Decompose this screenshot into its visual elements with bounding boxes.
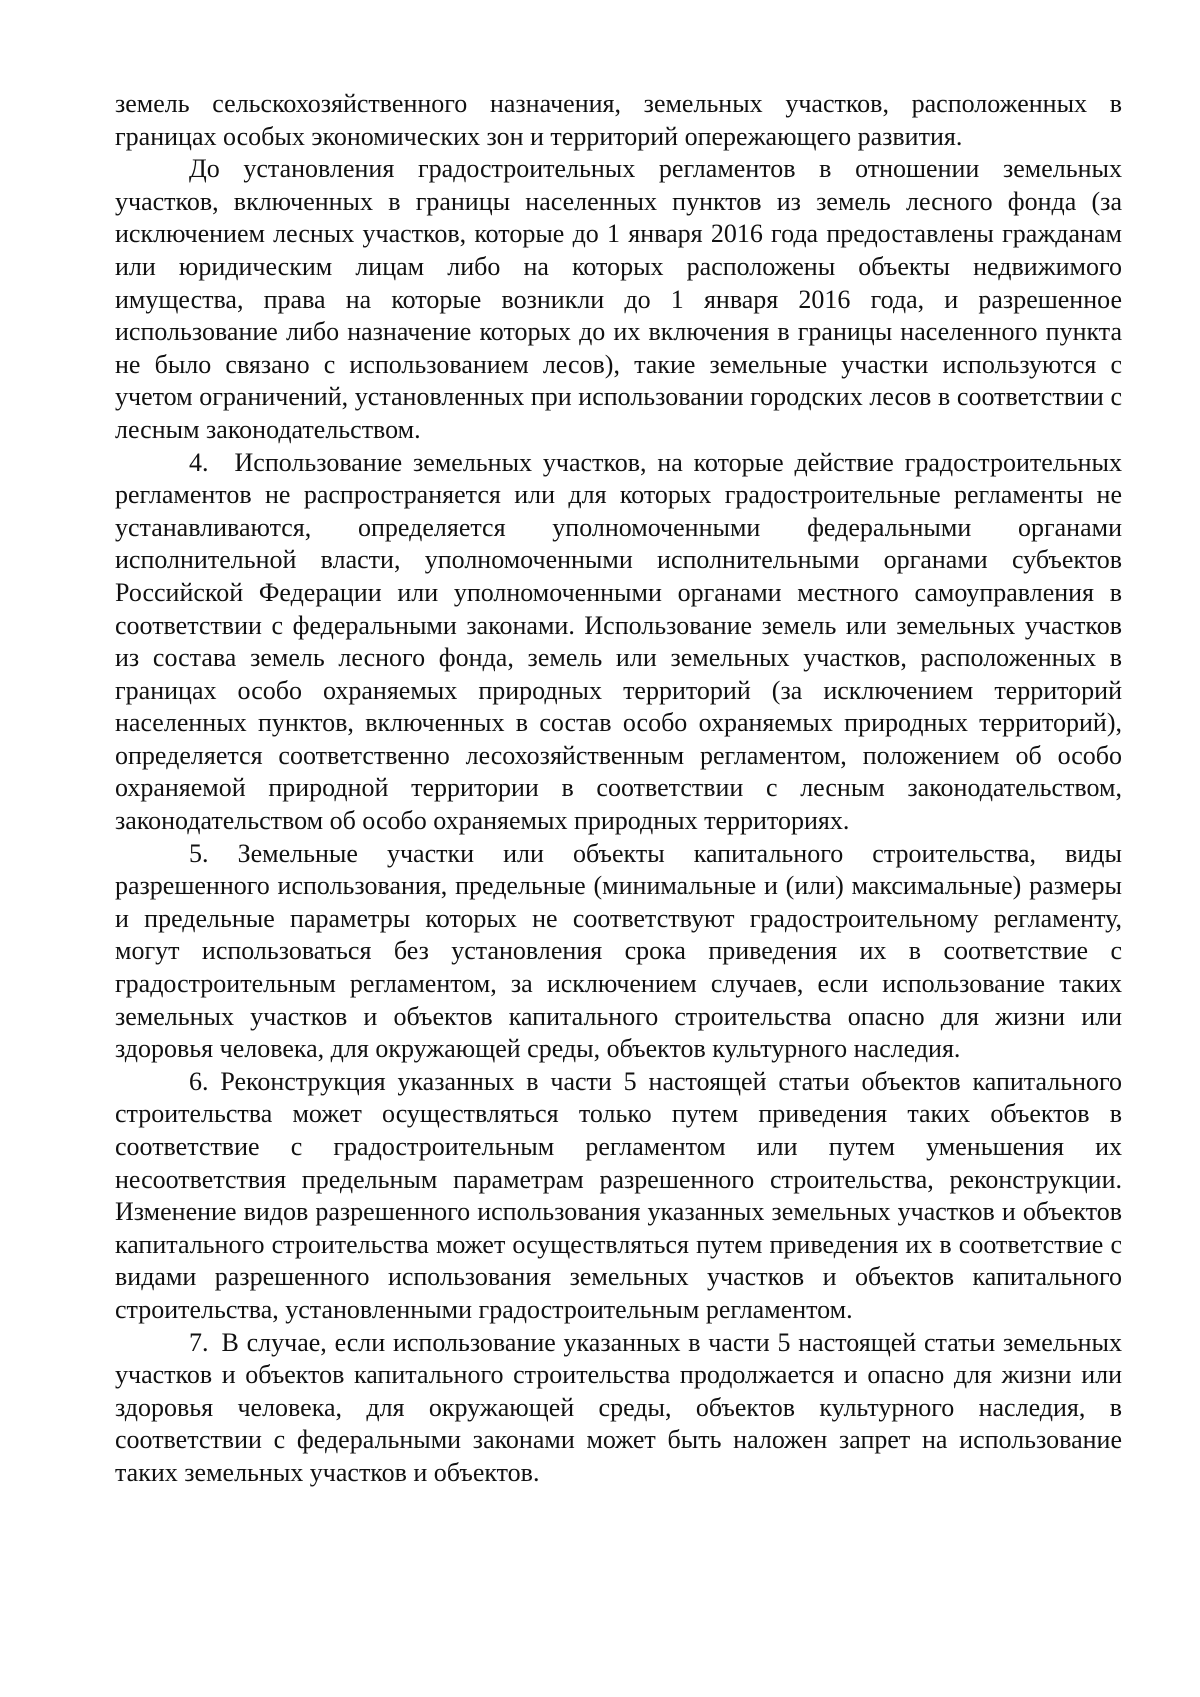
- paragraph-forest-lands: До установления градостроительных регламентов в отношении земельных участков, включенных в границы населенных пунктов из земель лесного фонда (за исключением лесных участков, которые до 1 января 2016 года предоставлены гражданам или юридическим лицам либо на которых расположены объекты недвижимого имущества, права на которые возникли до 1 января 2016 года, и разрешенное использование либо назначение которых до их включения в границы населенного пункта не было связано с использованием лесов), такие земельные участки используются с учетом ограничений, установленных при использовании городских лесов в соответствии с лесным законодательством.: [115, 154, 1122, 444]
- paragraph-item-7: 7. В случае, если использование указанных в части 5 настоящей статьи земельных участков и объектов капитального строительства продолжается и опасно для жизни или здоровья человека, для окружающей среды, объектов культурного наследия, в соответствии с федеральными законами может быть наложен запрет на использование таких земельных участков и объектов.: [115, 1327, 1122, 1487]
- paragraph-item-5: 5. Земельные участки или объекты капитального строительства, виды разрешенного использования, предельные (минимальные и (или) максимальные) размеры и предельные параметры которых не соответствуют градостроительному регламенту, могут использоваться без установления срока приведения их в соответствие с градостроительным регламентом, за исключением случаев, если использование таких земельных участков и объектов капитального строительства опасно для жизни или здоровья человека, для окружающей среды, объектов культурного наследия.: [115, 838, 1122, 1064]
- paragraph-item-4: 4. Использование земельных участков, на которые действие градостроительных регламентов не распространяется или для которых градостроительные регламенты не устанавливаются, определяется уполномоченными федеральными органами исполнительной власти, уполномоченными исполнительными органами субъектов Российской Федерации или уполномоченными органами местного самоуправления в соответствии с федеральными законами. Использование земель или земельных участков из состава земель лесного фонда, земель или земельных участков, расположенных в границах особо охраняемых природных территорий (за исключением территорий населенных пунктов, включенных в состав особо охраняемых природных территорий), определяется соответственно лесохозяйственным регламентом, положением об особо охраняемой природной территории в соответствии с лесным законодательством, законодательством об особо охраняемых природных территориях.: [115, 447, 1122, 836]
- paragraph-item-6: 6. Реконструкция указанных в части 5 настоящей статьи объектов капитального строительства может осуществляться только путем приведения таких объектов в соответствие с градостроительным регламентом или путем уменьшения их несоответствия предельным параметрам разрешенного строительства, реконструкции. Изменение видов разрешенного использования указанных земельных участков и объектов капитального строительства может осуществляться путем приведения их в соответствие с видами разрешенного использования земельных участков и объектов капитального строительства, установленными градостроительным регламентом.: [115, 1066, 1122, 1324]
- paragraph-continuation: земель сельскохозяйственного назначения, земельных участков, расположенных в границах особых экономических зон и территорий опережающего развития.: [115, 89, 1122, 151]
